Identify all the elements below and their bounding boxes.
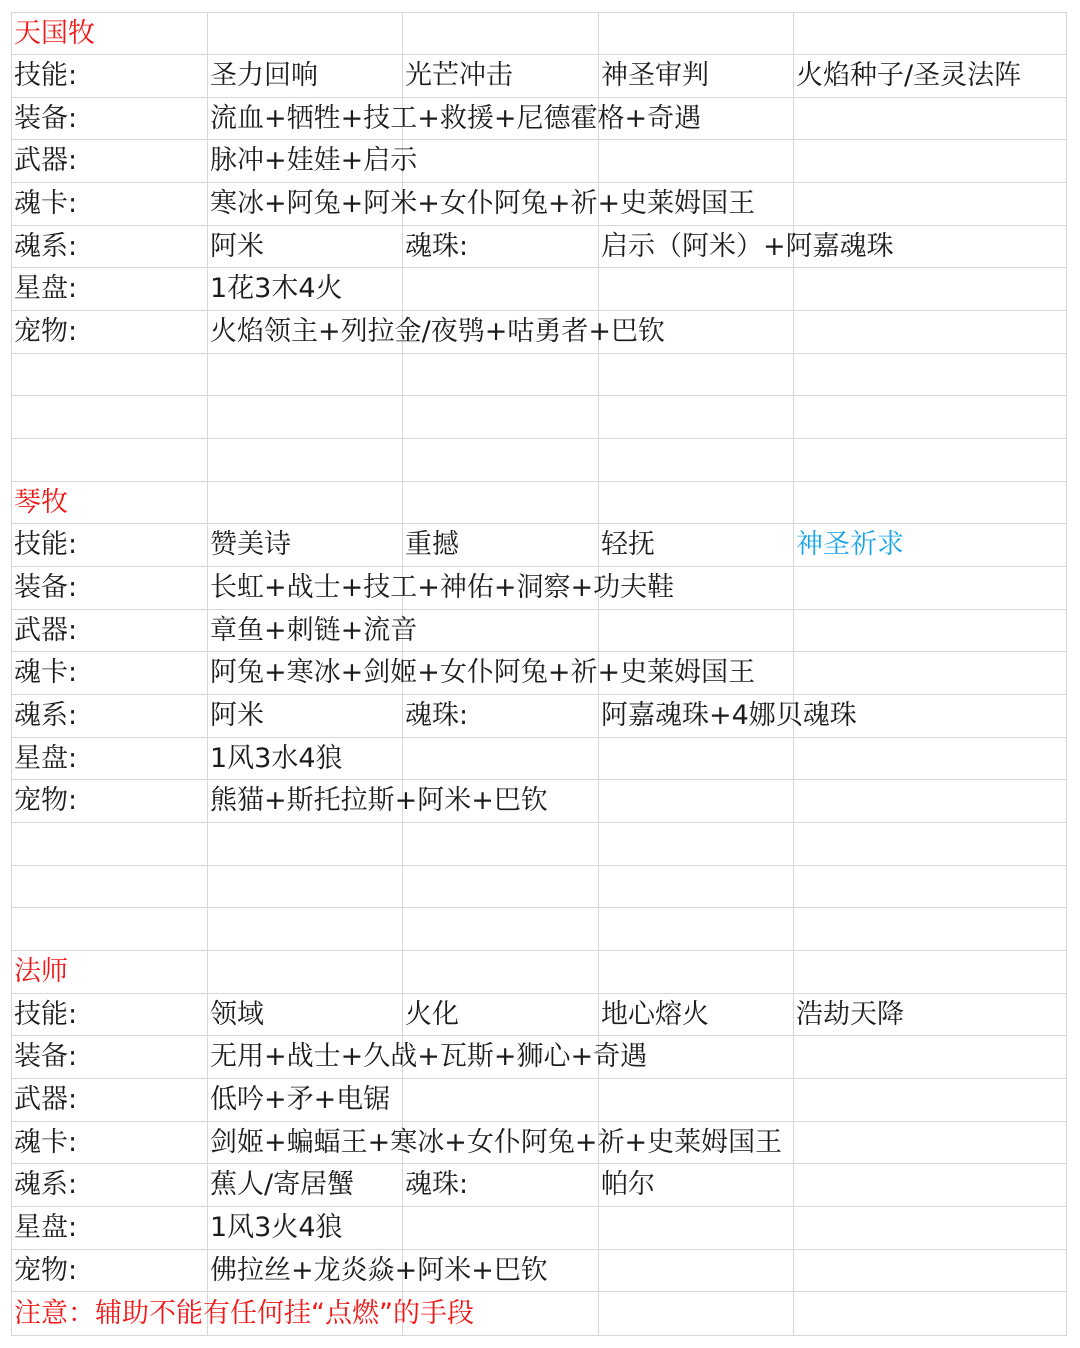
skills-label[interactable]: 技能: bbox=[14, 999, 78, 1030]
soul-type-value[interactable]: 蕉人/寄居蟹 bbox=[210, 1169, 355, 1200]
skill-cell[interactable]: 光芒冲击 bbox=[405, 60, 513, 91]
weapon-value[interactable]: 脉冲+娃娃+启示 bbox=[210, 145, 418, 176]
skill-cell[interactable]: 神圣审判 bbox=[601, 60, 709, 91]
section-title-row bbox=[11, 12, 1067, 54]
pet-value[interactable]: 火焰领主+列拉金/夜鸮+咕勇者+巴钦 bbox=[210, 316, 665, 347]
grid-line bbox=[11, 395, 1067, 396]
equipment-value[interactable]: 流血+牺牲+技工+救援+尼德霍格+奇遇 bbox=[210, 103, 702, 134]
star-chart-value[interactable]: 1风3火4狼 bbox=[210, 1212, 343, 1243]
equipment-value[interactable]: 长虹+战士+技工+神佑+洞察+功夫鞋 bbox=[210, 572, 675, 603]
section-title[interactable]: 法师 bbox=[14, 956, 68, 987]
soul-type-value[interactable]: 阿米 bbox=[210, 231, 264, 262]
weapon-label[interactable]: 武器: bbox=[14, 615, 78, 646]
skills-label[interactable]: 技能: bbox=[14, 529, 78, 560]
weapon-label[interactable]: 武器: bbox=[14, 145, 78, 176]
grid-line bbox=[11, 353, 1067, 354]
pet-row bbox=[11, 779, 1067, 821]
pet-value[interactable]: 佛拉丝+龙炎焱+阿米+巴钦 bbox=[210, 1255, 548, 1286]
weapon-row bbox=[11, 139, 1067, 181]
grid-line bbox=[11, 865, 1067, 866]
equipment-label[interactable]: 装备: bbox=[14, 103, 78, 134]
star-chart-row bbox=[11, 1206, 1067, 1248]
equipment-row bbox=[11, 1035, 1067, 1077]
pet-label[interactable]: 宠物: bbox=[14, 316, 78, 347]
warning-note[interactable]: 注意：辅助不能有任何挂“点燃”的手段 bbox=[14, 1298, 474, 1329]
weapon-value[interactable]: 章鱼+刺链+流音 bbox=[210, 615, 418, 646]
soul-type-label[interactable]: 魂系: bbox=[14, 231, 78, 262]
weapon-value[interactable]: 低吟+矛+电锯 bbox=[210, 1084, 391, 1115]
grid-line bbox=[11, 907, 1067, 908]
section-title[interactable]: 琴牧 bbox=[14, 487, 68, 518]
equipment-label[interactable]: 装备: bbox=[14, 1041, 78, 1072]
soul-type-row bbox=[11, 694, 1067, 736]
equipment-label[interactable]: 装备: bbox=[14, 572, 78, 603]
star-chart-row bbox=[11, 267, 1067, 309]
weapon-row bbox=[11, 609, 1067, 651]
soul-card-label[interactable]: 魂卡: bbox=[14, 188, 78, 219]
grid-line bbox=[11, 1335, 1067, 1336]
equipment-value[interactable]: 无用+战士+久战+瓦斯+狮心+奇遇 bbox=[210, 1041, 648, 1072]
soul-card-row bbox=[11, 1121, 1067, 1163]
soul-card-value[interactable]: 寒冰+阿兔+阿米+女仆阿兔+祈+史莱姆国王 bbox=[210, 188, 756, 219]
section-title-row bbox=[11, 481, 1067, 523]
soul-orb-value[interactable]: 启示（阿米）+阿嘉魂珠 bbox=[601, 231, 894, 262]
skills-label[interactable]: 技能: bbox=[14, 60, 78, 91]
soul-card-label[interactable]: 魂卡: bbox=[14, 1127, 78, 1158]
skill-cell[interactable]: 轻抚 bbox=[601, 529, 655, 560]
skill-cell[interactable]: 重撼 bbox=[405, 529, 459, 560]
skills-row bbox=[11, 523, 1067, 565]
skills-row bbox=[11, 993, 1067, 1035]
skill-cell[interactable]: 浩劫天降 bbox=[796, 999, 904, 1030]
soul-orb-label[interactable]: 魂珠: bbox=[405, 1169, 469, 1200]
equipment-row bbox=[11, 97, 1067, 139]
equipment-row bbox=[11, 566, 1067, 608]
grid-line bbox=[11, 822, 1067, 823]
grid-line bbox=[11, 438, 1067, 439]
note-row bbox=[11, 1292, 1067, 1334]
soul-type-label[interactable]: 魂系: bbox=[14, 1169, 78, 1200]
skill-cell[interactable]: 赞美诗 bbox=[210, 529, 291, 560]
section-title[interactable]: 天国牧 bbox=[14, 18, 95, 49]
pet-label[interactable]: 宠物: bbox=[14, 785, 78, 816]
skill-cell[interactable]: 火焰种子/圣灵法阵 bbox=[796, 60, 1022, 91]
star-chart-label[interactable]: 星盘: bbox=[14, 743, 78, 774]
spreadsheet-grid bbox=[11, 12, 1067, 1336]
soul-card-row bbox=[11, 182, 1067, 224]
soul-orb-value[interactable]: 阿嘉魂珠+4娜贝魂珠 bbox=[601, 700, 857, 731]
soul-type-row bbox=[11, 225, 1067, 267]
star-chart-row bbox=[11, 737, 1067, 779]
section-title-row bbox=[11, 950, 1067, 992]
skill-cell-highlighted[interactable]: 神圣祈求 bbox=[796, 529, 904, 560]
skills-row bbox=[11, 54, 1067, 96]
soul-orb-value[interactable]: 帕尔 bbox=[601, 1169, 655, 1200]
weapon-label[interactable]: 武器: bbox=[14, 1084, 78, 1115]
soul-card-value[interactable]: 剑姬+蝙蝠王+寒冰+女仆阿兔+祈+史莱姆国王 bbox=[210, 1127, 783, 1158]
soul-type-value[interactable]: 阿米 bbox=[210, 700, 264, 731]
skill-cell[interactable]: 圣力回响 bbox=[210, 60, 318, 91]
star-chart-value[interactable]: 1花3木4火 bbox=[210, 273, 343, 304]
soul-type-label[interactable]: 魂系: bbox=[14, 700, 78, 731]
pet-value[interactable]: 熊猫+斯托拉斯+阿米+巴钦 bbox=[210, 785, 548, 816]
star-chart-label[interactable]: 星盘: bbox=[14, 1212, 78, 1243]
soul-orb-label[interactable]: 魂珠: bbox=[405, 231, 469, 262]
skill-cell[interactable]: 火化 bbox=[405, 999, 459, 1030]
soul-card-label[interactable]: 魂卡: bbox=[14, 657, 78, 688]
soul-card-row bbox=[11, 651, 1067, 693]
pet-row bbox=[11, 1249, 1067, 1291]
soul-orb-label[interactable]: 魂珠: bbox=[405, 700, 469, 731]
soul-type-row bbox=[11, 1163, 1067, 1205]
weapon-row bbox=[11, 1078, 1067, 1120]
skill-cell[interactable]: 地心熔火 bbox=[601, 999, 709, 1030]
star-chart-label[interactable]: 星盘: bbox=[14, 273, 78, 304]
pet-label[interactable]: 宠物: bbox=[14, 1255, 78, 1286]
star-chart-value[interactable]: 1风3水4狼 bbox=[210, 743, 343, 774]
soul-card-value[interactable]: 阿兔+寒冰+剑姬+女仆阿兔+祈+史莱姆国王 bbox=[210, 657, 756, 688]
pet-row bbox=[11, 310, 1067, 352]
skill-cell[interactable]: 领域 bbox=[210, 999, 264, 1030]
